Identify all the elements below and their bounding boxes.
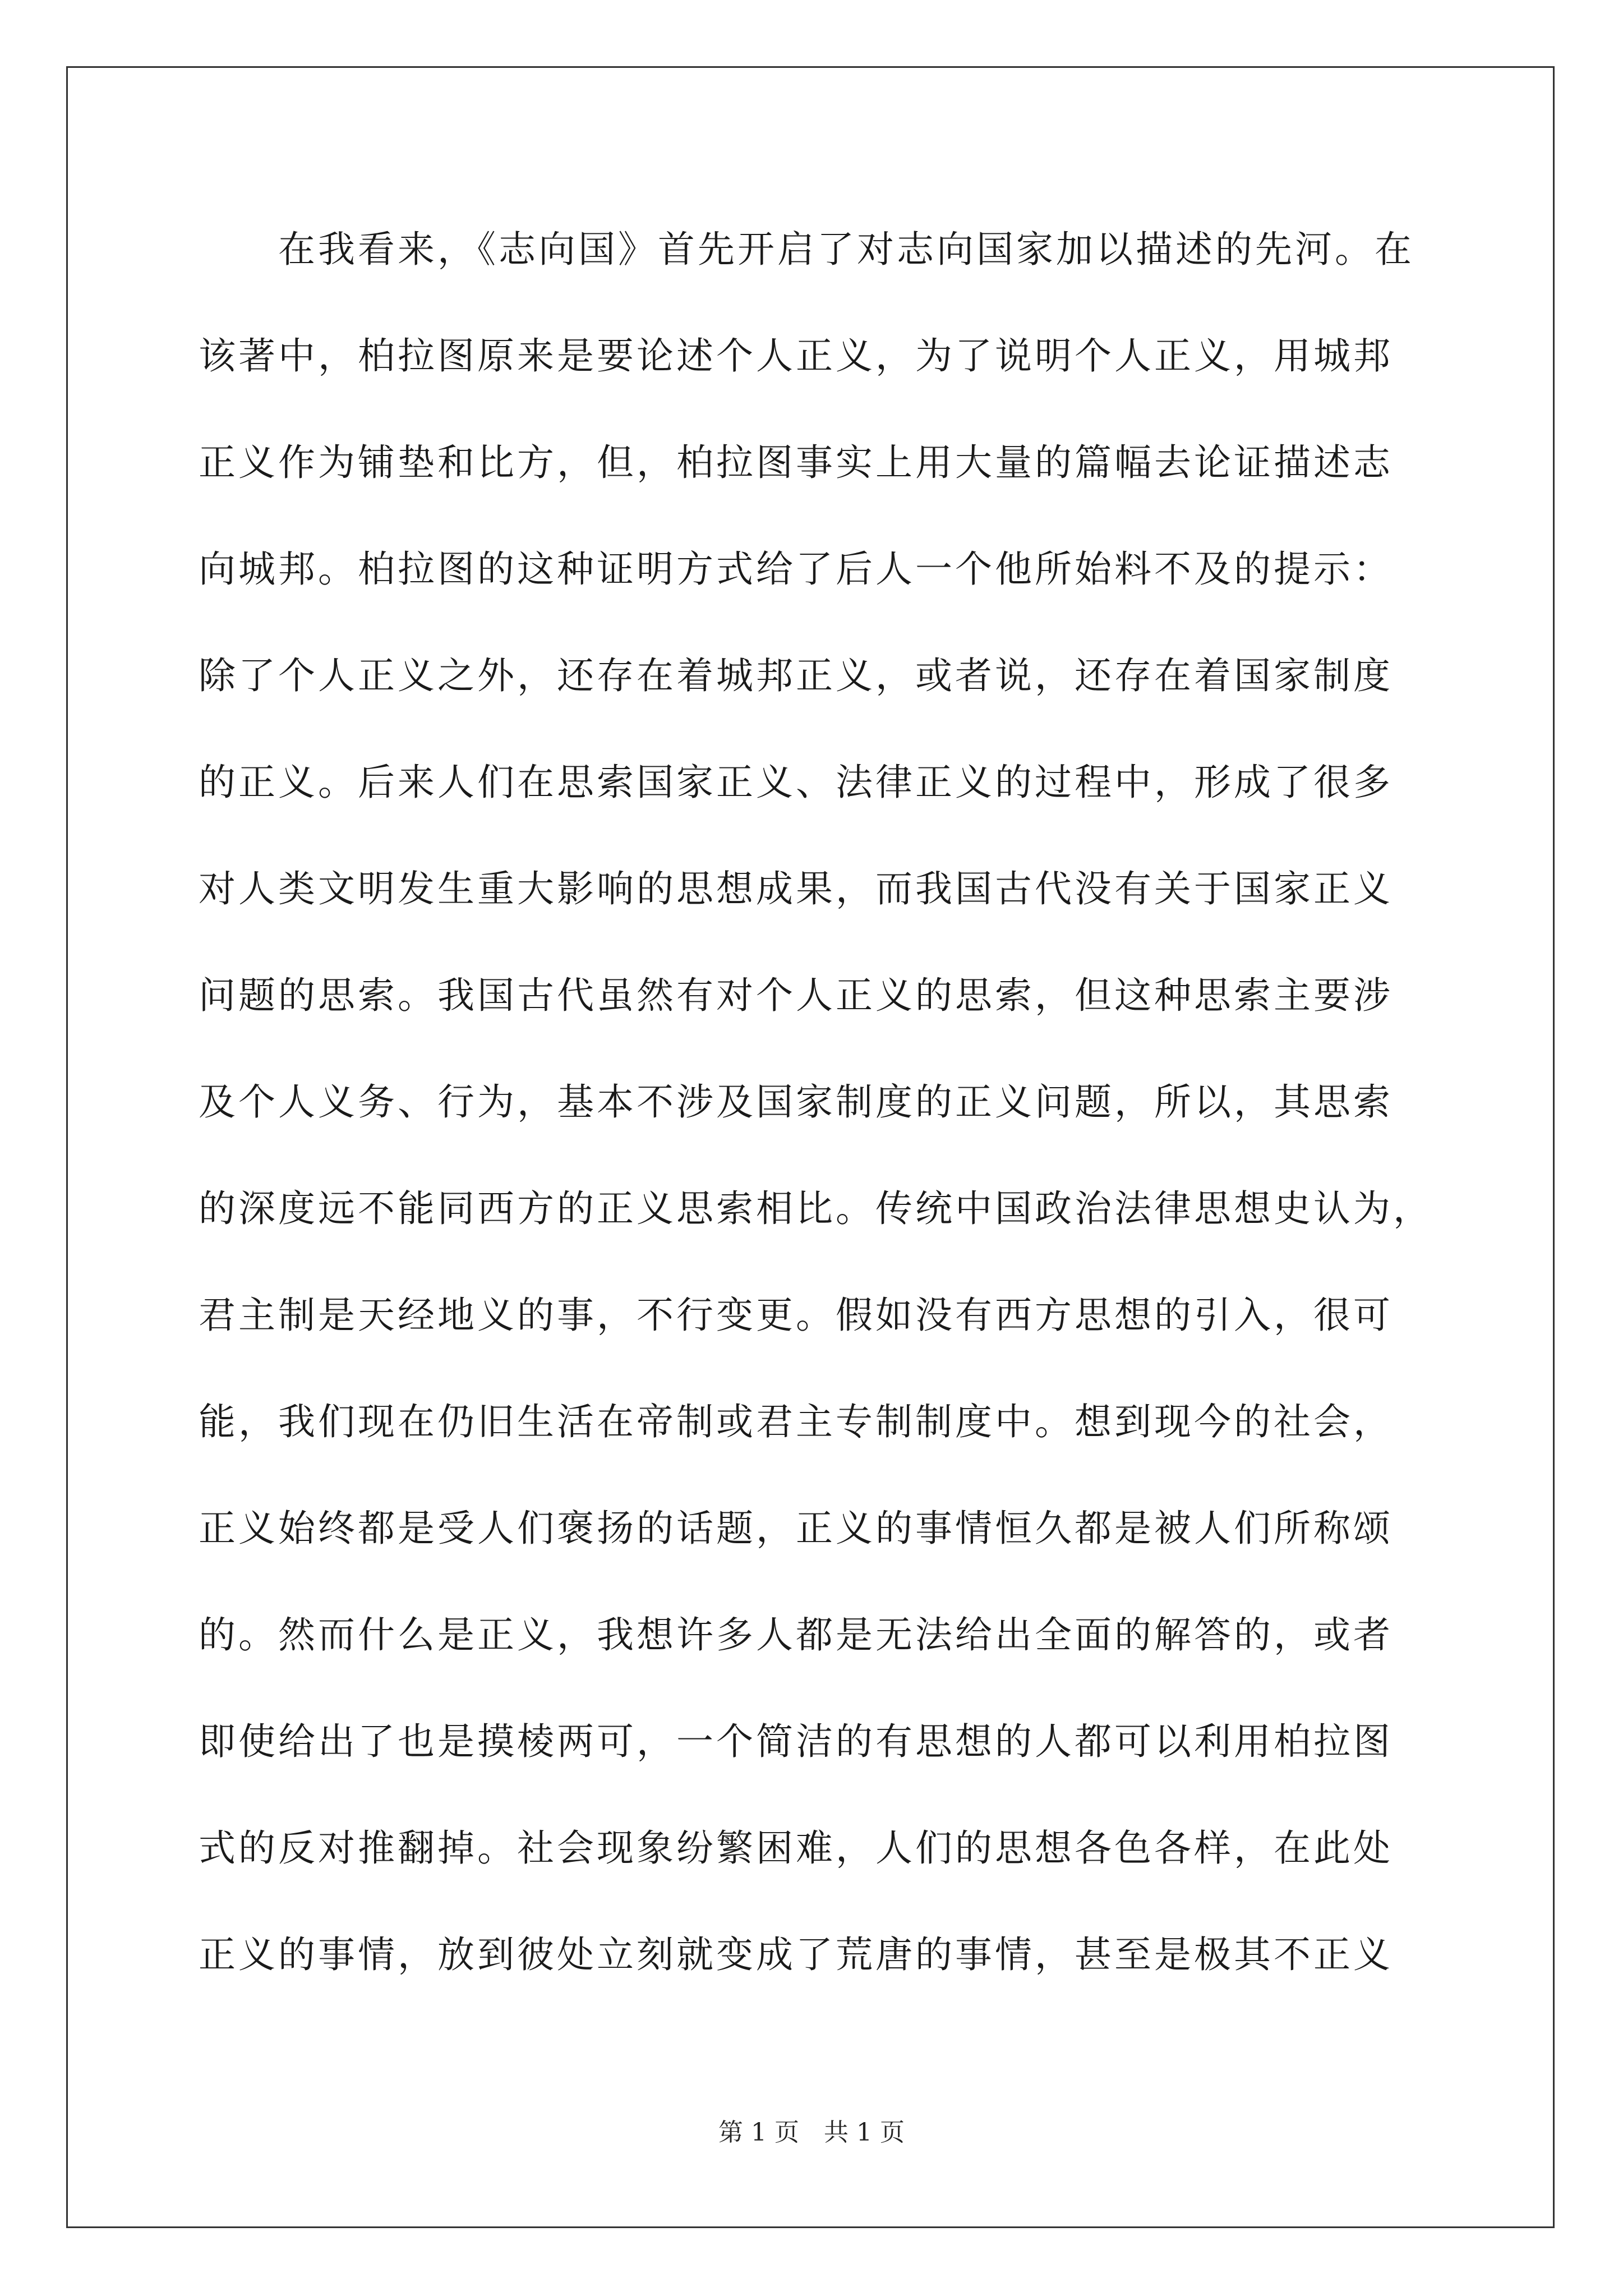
text-line: 在我看来，《志向国》首先开启了对志向国家加以描述的先河。在 [199,228,1414,271]
text-line: 的。然而什么是正义，我想许多人都是无法给出全面的解答的，或者 [199,1613,1393,1657]
text-line: 除了个人正义之外，还存在着城邦正义，或者说，还存在着国家制度 [199,654,1393,697]
text-line: 的正义。后来人们在思索国家正义、法律正义的过程中，形成了很多 [199,761,1393,804]
text-line: 正义的事情，放到彼处立刻就变成了荒唐的事情，甚至是极其不正义 [199,1933,1393,1976]
text-line: 的深度远不能同西方的正义思索相比。传统中国政治法律思想史认为， [199,1187,1433,1230]
text-line: 问题的思索。我国古代虽然有对个人正义的思索，但这种思索主要涉 [199,974,1393,1017]
text-line: 正义始终都是受人们褒扬的话题，正义的事情恒久都是被人们所称颂 [199,1507,1393,1550]
text-line: 即使给出了也是摸棱两可，一个简洁的有思想的人都可以利用柏拉图 [199,1720,1393,1763]
body-text [199,196,1455,2008]
text-line: 向城邦。柏拉图的这种证明方式给了后人一个他所始料不及的提示： [199,547,1393,591]
text-line: 对人类文明发生重大影响的思想成果，而我国古代没有关于国家正义 [199,867,1393,910]
text-line: 君主制是天经地义的事，不行变更。假如没有西方思想的引入，很可 [199,1294,1393,1337]
text-line: 式的反对推翻掉。社会现象纷繁困难，人们的思想各色各样，在此处 [199,1826,1393,1870]
page-number-footer: 第 1 页 共 1 页 [718,2118,905,2147]
text-line: 及个人义务、行为，基本不涉及国家制度的正义问题，所以，其思索 [199,1080,1393,1124]
text-line: 该著中，柏拉图原来是要论述个人正义，为了说明个人正义，用城邦 [199,334,1393,378]
text-line: 正义作为铺垫和比方，但，柏拉图事实上用大量的篇幅去论证描述志 [199,441,1393,484]
text-line: 能，我们现在仍旧生活在帝制或君主专制制度中。想到现今的社会， [199,1400,1393,1443]
